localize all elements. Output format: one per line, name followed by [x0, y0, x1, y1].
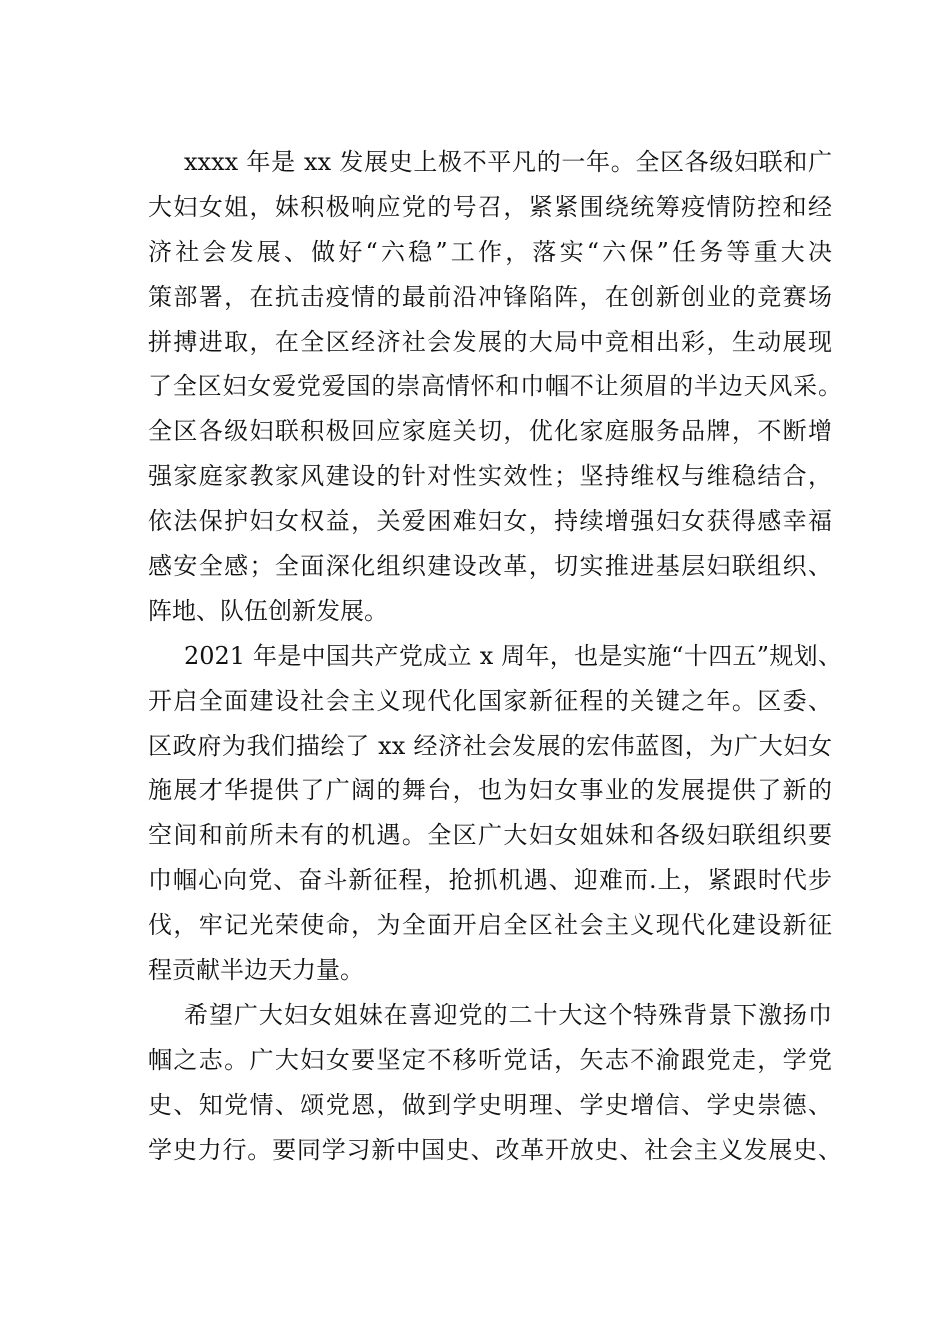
- text-line: 强家庭家教家风建设的针对性实效性；坚持维权与维稳结合，: [148, 462, 832, 491]
- text-line: 全区各级妇联积极回应家庭关切，优化家庭服务品牌，不断增: [148, 417, 832, 446]
- paragraph: [148, 140, 842, 634]
- text-line: 希望广大妇女姐妹在喜迎党的二十大这个特殊背景下激扬巾: [184, 1000, 832, 1029]
- text-line: 依法保护妇女权益，关爱困难妇女，持续增强妇女获得感幸福: [148, 507, 832, 536]
- paragraph: [148, 634, 842, 993]
- text-line: xxxx 年是 xx 发展史上极不平凡的一年。全区各级妇联和广: [184, 148, 832, 176]
- paragraph: [148, 993, 842, 1173]
- text-line: 2021 年是中国共产党成立 x 周年，也是实施“十四五”规划、: [184, 641, 842, 670]
- text-line: 巾帼心向党、奋斗新征程，抢抓机遇、迎难而.上，紧跟时代步: [148, 866, 832, 895]
- text-line: 拼搏进取，在全区经济社会发展的大局中竞相出彩，生动展现: [148, 327, 832, 356]
- text-line: 阵地、队伍创新发展。: [148, 596, 388, 625]
- text-line: 开启全面建设社会主义现代化国家新征程的关键之年。区委、: [148, 686, 832, 715]
- document-body: [148, 140, 842, 1172]
- text-line: 策部署，在抗击疫情的最前沿冲锋陷阵，在创新创业的竞赛场: [148, 282, 832, 311]
- text-line: 学史力行。要同学习新中国史、改革开放史、社会主义发展史、: [148, 1135, 842, 1164]
- text-line: 空间和前所未有的机遇。全区广大妇女姐妹和各级妇联组织要: [148, 821, 832, 850]
- text-line: 伐，牢记光荣使命，为全面开启全区社会主义现代化建设新征: [148, 911, 832, 940]
- text-line: 大妇女姐，妹积极响应党的号召，紧紧围绕统筹疫情防控和经: [148, 192, 832, 221]
- text-line: 帼之志。广大妇女要坚定不移听党话，矢志不渝跟党走，学党: [148, 1045, 832, 1074]
- text-line: 史、知党情、颂党恩，做到学史明理、学史增信、学史崇德、: [148, 1090, 832, 1119]
- text-line: 程贡献半边天力量。: [148, 956, 364, 985]
- text-line: 济社会发展、做好“六稳”工作，落实“六保”任务等重大决: [148, 237, 832, 266]
- text-line: 区政府为我们描绘了 xx 经济社会发展的宏伟蓝图，为广大妇女: [148, 731, 832, 760]
- text-line: 感安全感；全面深化组织建设改革，切实推进基层妇联组织、: [148, 552, 832, 581]
- text-line: 了全区妇女爱党爱国的崇高情怀和巾帼不让须眉的半边天风采。: [148, 372, 842, 401]
- text-line: 施展才华提供了广阔的舞台，也为妇女事业的发展提供了新的: [148, 776, 832, 805]
